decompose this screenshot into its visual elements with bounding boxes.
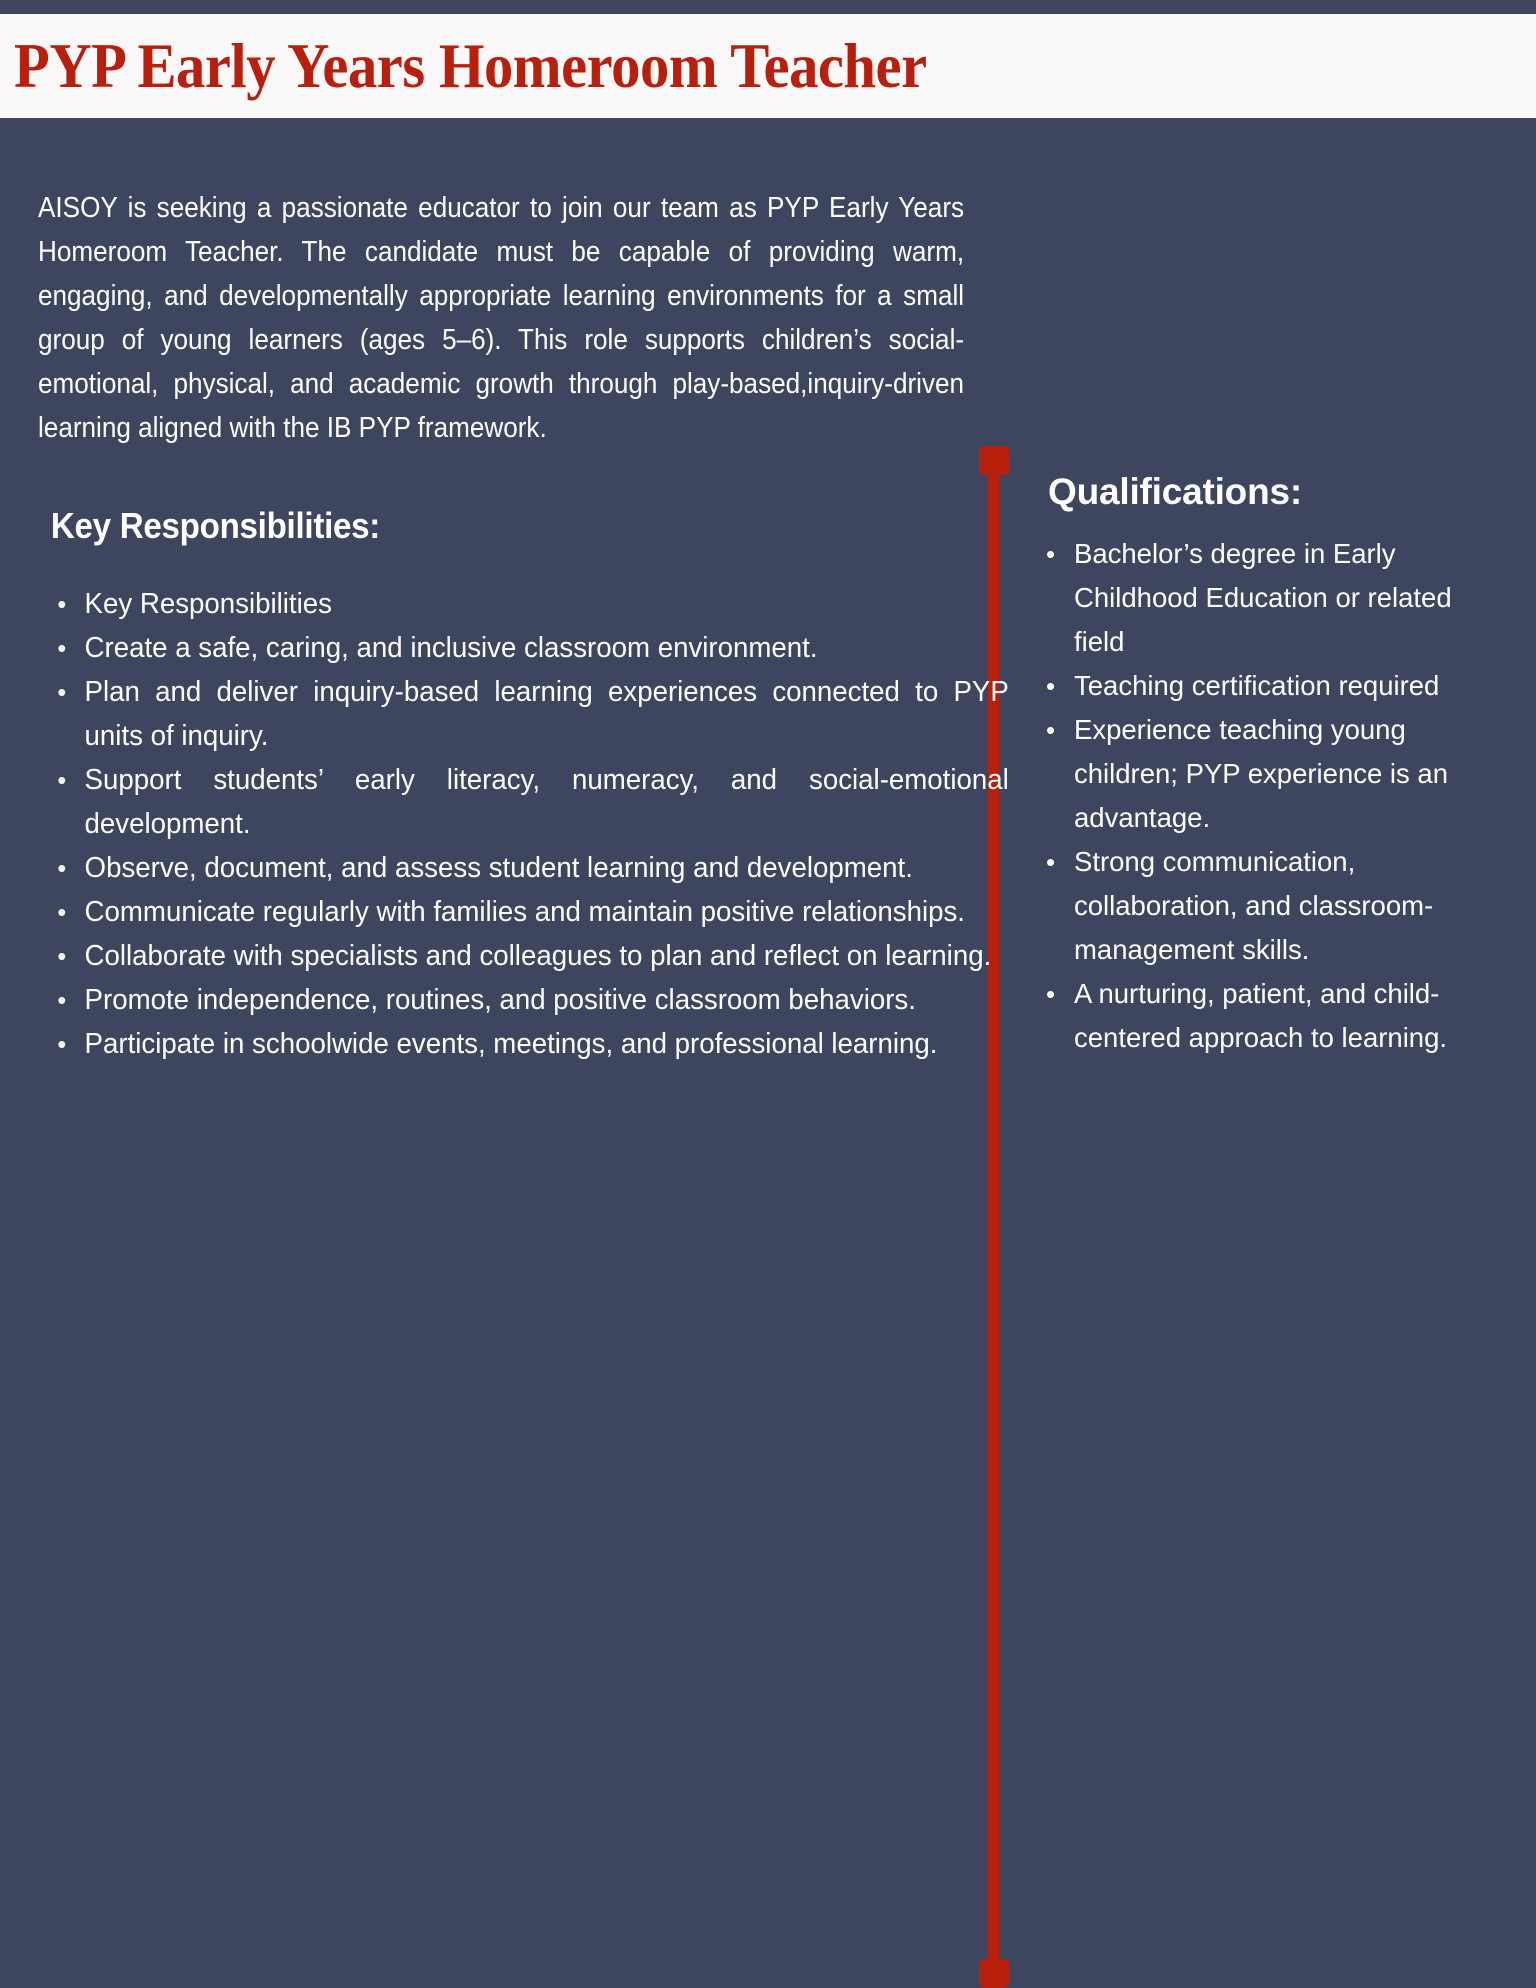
title-banner (0, 14, 1536, 118)
list-item (83, 978, 1009, 1022)
key-responsibilities-heading: Key Responsibilities: (50, 505, 381, 546)
list-item (83, 670, 1009, 758)
list-item (1072, 532, 1500, 664)
list-item-text: Strong communication, collaboration, and classroom-management skills. (1074, 846, 1434, 965)
list-item (83, 846, 1009, 890)
list-item (83, 1022, 1009, 1066)
list-item-text: • Support students’ early literacy, numeracy, and social-emotional development. (84, 764, 1009, 840)
list-item-text: Experience teaching young children; PYP experience is an advantage. (1074, 714, 1449, 833)
list-item-text: • Promote independence, routines, and positive classroom behaviors. (84, 984, 916, 1016)
list-item-text: Bachelor’s degree in Early Childhood Education or related field (1074, 538, 1452, 657)
page-title: PYP Early Years Homeroom Teacher (14, 30, 927, 101)
content-area (0, 118, 1536, 1920)
qualifications-heading: Qualifications: (1048, 471, 1302, 512)
responsibilities-column (38, 186, 1009, 1066)
list-item (83, 890, 1009, 934)
list-item (83, 758, 1009, 846)
list-item-text: • Create a safe, caring, and inclusive classroom environment. (84, 632, 818, 664)
list-item (1072, 840, 1500, 972)
qualifications-column (1028, 470, 1500, 1060)
list-item-text: A nurturing, patient, and child-centered approach to learning. (1074, 978, 1448, 1053)
list-item (1072, 664, 1500, 708)
divider-bottom-cap (979, 1959, 1009, 1988)
list-item-text: • Participate in schoolwide events, meetings, and professional learning. (84, 1028, 938, 1060)
list-item-text: • Key Responsibilities (84, 588, 332, 620)
spacer (38, 548, 965, 582)
list-item-text: Teaching certification required (1074, 670, 1440, 701)
list-item-text: • Communicate regularly with families and maintain positive relationships. (84, 896, 966, 928)
list-item (1072, 708, 1500, 840)
list-item-text: • Collaborate with specialists and colleagues to plan and reflect on learning. (84, 940, 992, 972)
responsibilities-list (38, 582, 1009, 1066)
qualifications-list (1028, 532, 1500, 1060)
list-item-text: • Observe, document, and assess student learning and development. (84, 852, 913, 884)
top-accent-band (0, 0, 1536, 14)
list-item (83, 934, 1009, 978)
intro-paragraph: AISOY is seeking a passionate educator to join our team as PYP Early Years Homeroom Teacher. The candidate must be capable of providing warm, engaging, and developmentally appropriate learning environments for a small group of young learners (ages 5–6). This role supports children’s social-emotional, physical, and academic growth through play-based,inquiry-driven learning aligned with the IB PYP framework. (38, 192, 965, 444)
list-item-text: • Plan and deliver inquiry-based learning experiences connected to PYP units of inquiry. (84, 676, 1009, 752)
list-item (83, 626, 1009, 670)
spacer (38, 450, 965, 504)
list-item (1072, 972, 1500, 1060)
divider-top-cap (979, 446, 1009, 475)
list-item (83, 582, 1009, 626)
